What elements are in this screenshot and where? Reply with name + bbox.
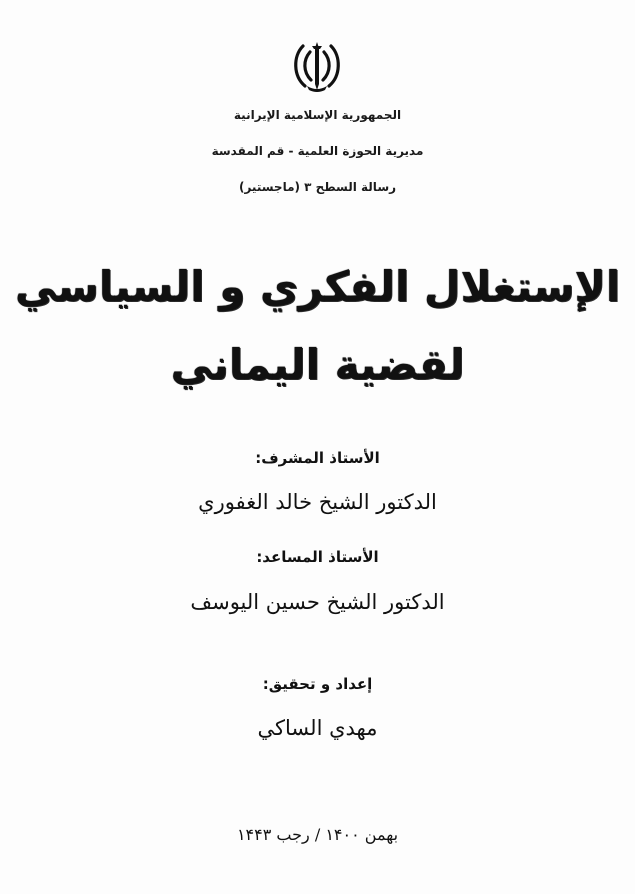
thesis-title-line2: لقضية اليماني <box>170 340 465 389</box>
institution-name: مديرية الحوزة العلمية - قم المقدسة <box>211 144 424 158</box>
author-name: مهدي الساكي <box>257 716 378 740</box>
supervisor-label: الأستاذ المشرف: <box>255 449 380 467</box>
supervisor-name: الدكتور الشيخ خالد الغفوري <box>198 490 437 514</box>
assistant-label: الأستاذ المساعد: <box>256 548 379 566</box>
thesis-level: رسالة السطح ٣ (ماجستير) <box>238 180 397 194</box>
author-label: إعداد و تحقيق: <box>262 675 373 693</box>
iran-emblem-icon <box>291 38 343 94</box>
thesis-date: بهمن ۱۴۰۰ / رجب ۱۴۴۳ <box>236 825 399 844</box>
thesis-title-line1: الإستغلال الفكري و السياسي <box>14 262 621 311</box>
country-name: الجمهورية الإسلامية الإيرانية <box>233 108 402 122</box>
assistant-name: الدكتور الشيخ حسين اليوسف <box>190 590 445 614</box>
